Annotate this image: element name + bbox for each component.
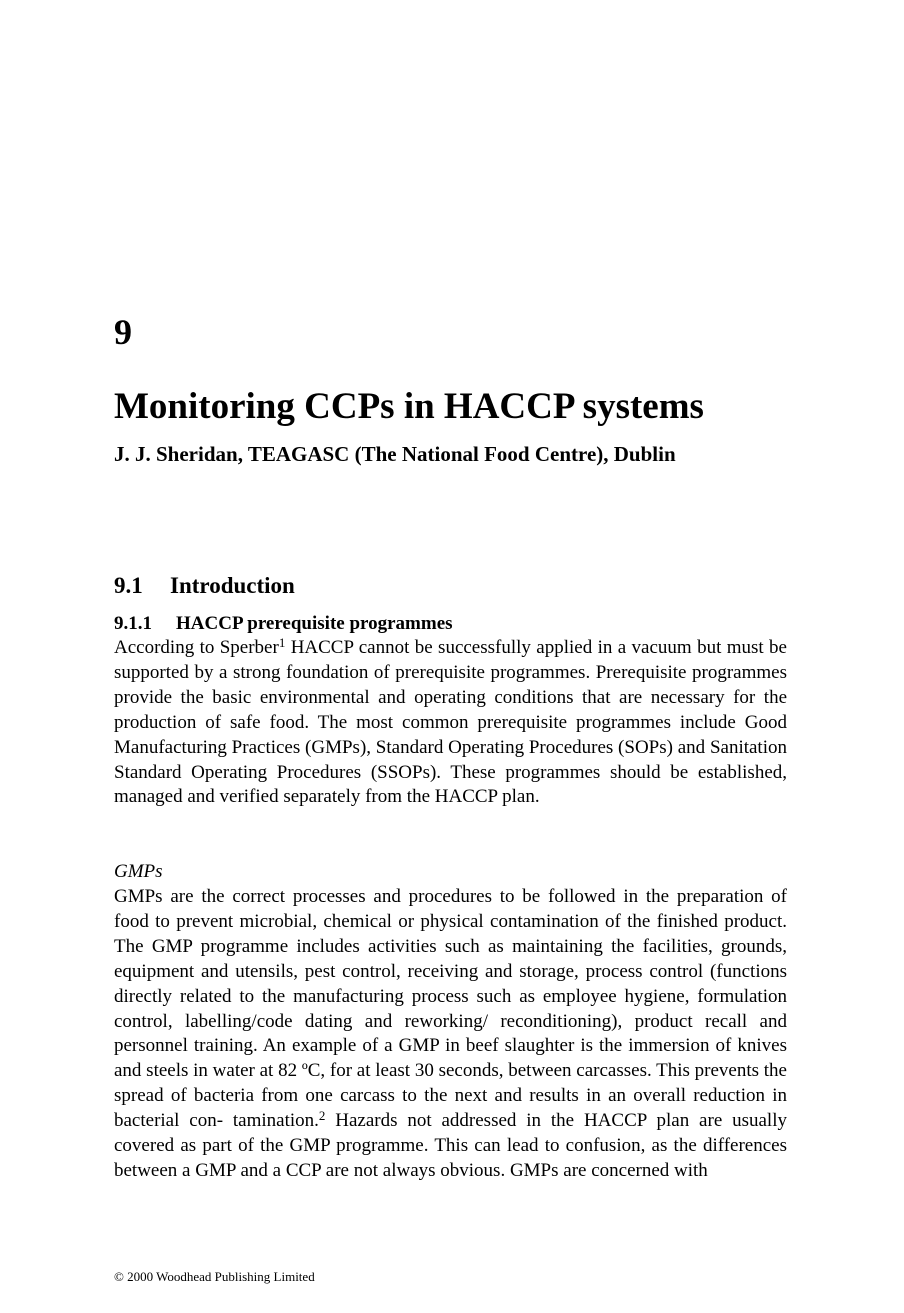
paragraph-prerequisite-programmes bbox=[114, 636, 787, 810]
chapter-number: 9 bbox=[114, 312, 132, 352]
chapter-title: Monitoring CCPs in HACCP systems bbox=[114, 386, 704, 427]
copyright-footer: © 2000 Woodhead Publishing Limited bbox=[114, 1269, 315, 1284]
gmps-heading: GMPs bbox=[114, 861, 163, 882]
section-heading bbox=[114, 571, 295, 601]
footnote-reference: 2 bbox=[318, 1108, 326, 1124]
paragraph-text: Hazards not addressed in the HACCP plan are usually covered as part of the GMP programme. This can lead to confusion, as the differences between a GMP and a CCP are not always obvious. GMPs are concerned with bbox=[114, 1110, 787, 1181]
paragraph-text: According to Sperber bbox=[114, 637, 279, 658]
subsection-number: 9.1.1 bbox=[114, 613, 152, 634]
subsection-title: HACCP prerequisite programmes bbox=[176, 613, 453, 634]
section-number: 9.1 bbox=[114, 573, 143, 598]
paragraph-text: HACCP cannot be successfully applied in a vacuum but must be supported by a strong foundation of prerequisite programmes. Prerequisite programmes provide the basic environmental and operating conditions that are necessary for the production of safe food. The most common prerequisite programmes include Good Manufacturing Practices (GMPs), Standard Operating Procedures (SOPs) and Sanitation Standard Operating Procedures (SSOPs). These programmes should be established, managed and verified separately from the HACCP plan. bbox=[114, 637, 787, 808]
footnote-reference: 1 bbox=[278, 635, 286, 650]
paragraph-text: GMPs are the correct processes and procedures to be followed in the preparation of food to prevent microbial, chemical or physical contamination of the finished product. The GMP programme includes activities such as maintaining the facilities, grounds, equipment and utensils, pest control, receiving and storage, process control (functions directly related to the manufacturing process such as employee hygiene, formulation control, labelling/code dating and reworking/ reconditioning), product recall and personnel training. An example of a GMP in beef slaughter is the immersion of knives and steels in water at 82 ºC, for at least 30 seconds, between carcasses. This prevents the spread of bacteria from one carcass to the next and results in an overall reduction in bacterial con- tamination. bbox=[114, 886, 787, 1132]
section-title: Introduction bbox=[170, 573, 295, 598]
chapter-author: J. J. Sheridan, TEAGASC (The National Food Centre), Dublin bbox=[114, 442, 676, 466]
paragraph-gmps bbox=[114, 885, 787, 1184]
subsection-heading bbox=[114, 612, 453, 636]
